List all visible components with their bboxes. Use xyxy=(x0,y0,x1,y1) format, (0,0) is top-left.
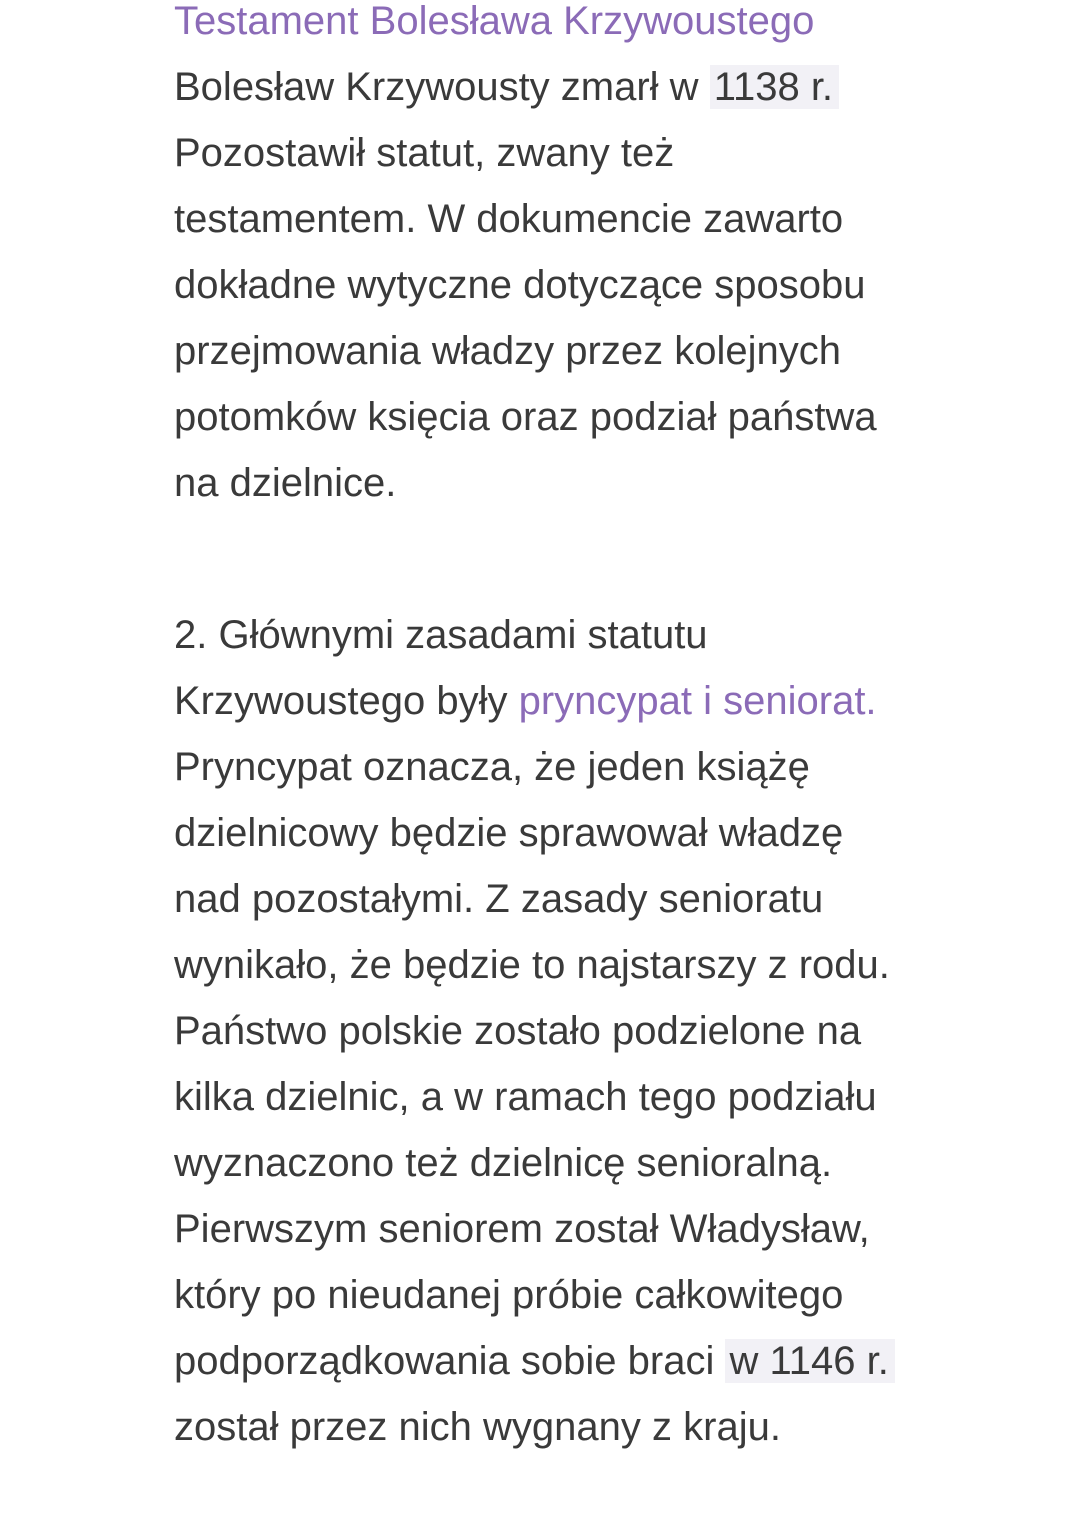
paragraph1-line-7: na dzielnice. xyxy=(174,461,397,505)
paragraph1-line-4: dokładne wytyczne dotyczące sposobu xyxy=(174,263,866,307)
paragraph2-line-10: Pierwszym seniorem został Władysław, xyxy=(174,1207,870,1251)
paragraph2-line-2 xyxy=(174,668,1004,734)
paragraph2-text-before-date: podporządkowania sobie braci xyxy=(174,1339,726,1383)
paragraph1-text: Bolesław Krzywousty zmarł w xyxy=(174,65,710,109)
pryncypat-seniorat-link[interactable]: pryncypat i seniorat. xyxy=(518,679,877,723)
paragraph1-line-2: Pozostawił statut, zwany też xyxy=(174,131,675,175)
paragraph2-line-6: wynikało, że będzie to najstarszy z rodu. xyxy=(174,943,890,987)
paragraph2-line-11: który po nieudanej próbie całkowitego xyxy=(174,1273,844,1317)
paragraph1-line-5: przejmowania władzy przez kolejnych xyxy=(174,329,841,373)
paragraph-spacer xyxy=(174,516,1004,602)
paragraph2-line-4: dzielnicowy będzie sprawował władzę xyxy=(174,811,844,855)
paragraph2-line-5: nad pozostałymi. Z zasady senioratu xyxy=(174,877,824,921)
paragraph2-line-13: został przez nich wygnany z kraju. xyxy=(174,1405,781,1449)
article-text xyxy=(174,0,1004,1460)
paragraph2-line-1: 2. Głównymi zasadami statutu xyxy=(174,613,708,657)
paragraph2-text: Krzywoustego były xyxy=(174,679,519,723)
paragraph1-line-6: potomków księcia oraz podział państwa xyxy=(174,395,877,439)
paragraph1-line-3: testamentem. W dokumencie zawarto xyxy=(174,197,844,241)
date-highlight-1146[interactable]: w 1146 r. xyxy=(725,1339,894,1383)
paragraph2-line-12 xyxy=(174,1328,1004,1394)
paragraph2-line-7: Państwo polskie zostało podzielone na xyxy=(174,1009,862,1053)
testament-link[interactable]: Testament Bolesława Krzywoustego xyxy=(174,0,815,43)
paragraph2-line-3: Pryncypat oznacza, że jeden książę xyxy=(174,745,810,789)
paragraph1-line-1 xyxy=(174,54,1004,120)
paragraph2-line-9: wyznaczono też dzielnicę senioralną. xyxy=(174,1141,833,1185)
heading-line xyxy=(174,0,1004,54)
paragraph2-line-8: kilka dzielnic, a w ramach tego podziału xyxy=(174,1075,877,1119)
date-highlight-1138[interactable]: 1138 r. xyxy=(710,65,839,109)
